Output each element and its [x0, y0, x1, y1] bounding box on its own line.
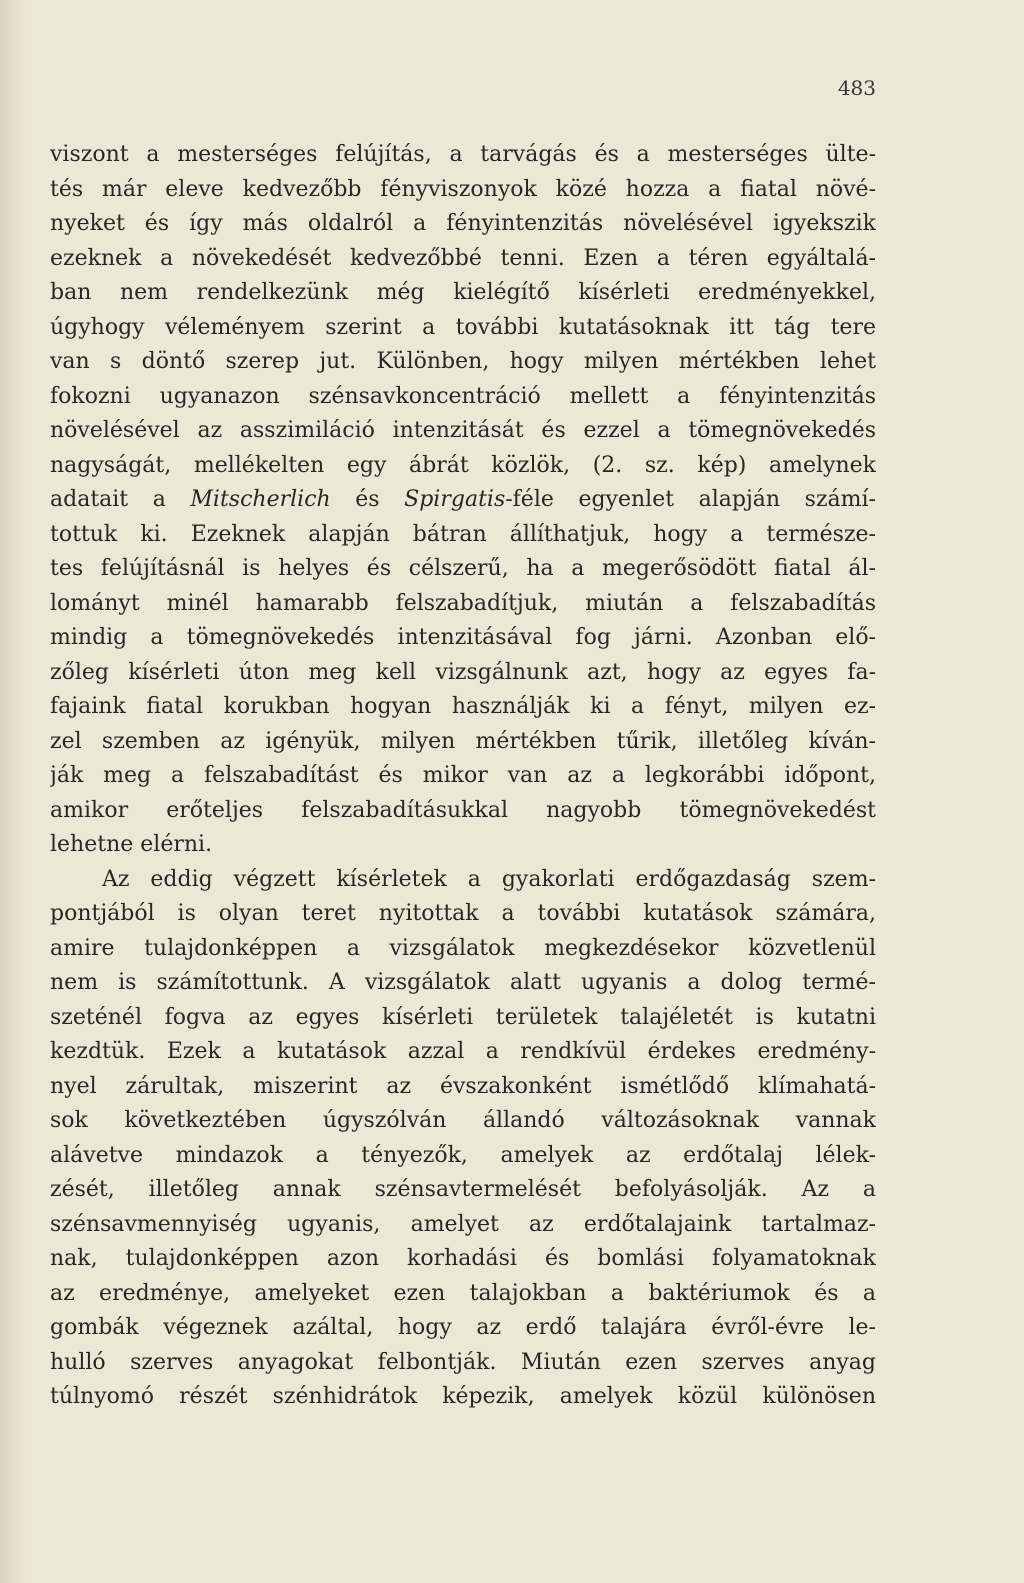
- text-line: szeténél fogva az egyes kísérleti területek talajéletét is kutatni: [50, 1004, 876, 1030]
- text-line: növelésével az asszimiláció intenzitását és ezzel a tömegnövekedés: [50, 418, 876, 443]
- text-line-with-names: [50, 483, 876, 518]
- text-line: zel szemben az igényük, milyen mértékben tűrik, illetőleg kíván-: [50, 728, 876, 754]
- author-name-mitscherlich: Mitscherlich: [190, 487, 331, 512]
- text-line: nagyságát, mellékelten egy ábrát közlök, (2. sz. kép) amelynek: [50, 452, 876, 478]
- text-fragment: -féle egyenlet alapján számí-: [505, 487, 876, 512]
- text-line: ban nem rendelkezünk még kielégítő kísérleti eredményekkel,: [50, 280, 876, 305]
- text-line: sok következtében úgyszólván állandó változásoknak vannak: [50, 1108, 876, 1133]
- text-line: tottuk ki. Ezeknek alapján bátran állíthatjuk, hogy a természe-: [50, 521, 876, 547]
- text-line: lományt minél hamarabb felszabadítjuk, miután a felszabadítás: [50, 590, 876, 616]
- binding-shadow: [0, 0, 26, 1583]
- text-line: van s döntő szerep jut. Különben, hogy milyen mértékben lehet: [50, 349, 876, 374]
- text-line: viszont a mesterséges felújítás, a tarvágás és a mesterséges ülte-: [50, 142, 876, 167]
- text-line: lehetne elérni.: [50, 832, 213, 857]
- text-line: fajaink fiatal korukban hogyan használják ki a fényt, milyen ez-: [50, 694, 876, 719]
- paragraph-2: [50, 863, 876, 1415]
- text-line: zőleg kísérleti úton meg kell vizsgálnunk azt, hogy az egyes fa-: [50, 659, 876, 685]
- page-number: 483: [837, 76, 876, 100]
- text-line: az eredménye, amelyeket ezen talajokban a baktériumok és a: [50, 1280, 876, 1306]
- text-line: tes felújításnál is helyes és célszerű, ha a megerősödött fiatal ál-: [50, 556, 876, 581]
- text-line: alávetve mindazok a tényezők, amelyek az erdőtalaj lélek-: [50, 1142, 876, 1168]
- body-text: [50, 138, 876, 1415]
- text-fragment: és: [330, 487, 405, 512]
- text-line: kezdtük. Ezek a kutatások azzal a rendkívül érdekes eredmény-: [50, 1039, 876, 1064]
- text-line: nyel zárultak, miszerint az évszakonként ismétlődő klímahatá-: [50, 1073, 876, 1099]
- author-name-spirgatis: Spirgatis: [404, 487, 506, 512]
- text-line: pontjából is olyan teret nyitottak a további kutatások számára,: [50, 901, 876, 926]
- text-line: amikor erőteljes felszabadításukkal nagyobb tömegnövekedést: [50, 797, 876, 823]
- paragraph-1: [50, 138, 876, 863]
- text-line: nem is számítottunk. A vizsgálatok alatt ugyanis a dolog termé-: [50, 970, 876, 995]
- text-fragment: adatait a: [50, 487, 191, 512]
- text-line: tés már eleve kedvezőbb fényviszonyok közé hozza a fiatal növé-: [50, 176, 876, 202]
- text-line: amire tulajdonképpen a vizsgálatok megkezdésekor közvetlenül: [50, 935, 876, 961]
- text-line: túlnyomó részét szénhidrátok képezik, amelyek közül különösen: [50, 1384, 876, 1409]
- text-line: ják meg a felszabadítást és mikor van az a legkorábbi időpont,: [50, 763, 876, 788]
- text-line: nak, tulajdonképpen azon korhadási és bomlási folyamatoknak: [50, 1246, 876, 1271]
- text-line: ezeknek a növekedését kedvezőbbé tenni. Ezen a téren egyáltalá-: [50, 245, 876, 271]
- text-line: nyeket és így más oldalról a fényintenzitás növelésével igyekszik: [50, 211, 876, 236]
- text-line: Az eddig végzett kísérletek a gyakorlati erdőgazdaság szem-: [102, 866, 876, 892]
- text-line: mindig a tömegnövekedés intenzitásával fog járni. Azonban elő-: [50, 625, 876, 650]
- text-line: hulló szerves anyagokat felbontják. Miután ezen szerves anyag: [50, 1349, 876, 1375]
- text-line: gombák végeznek azáltal, hogy az erdő talajára évről-évre le-: [50, 1315, 876, 1340]
- text-line: úgyhogy véleményem szerint a további kutatásoknak itt tág tere: [50, 314, 876, 340]
- text-line: zését, illetőleg annak szénsavtermelését befolyásolják. Az a: [50, 1177, 876, 1202]
- text-line: szénsavmennyiség ugyanis, amelyet az erdőtalajaink tartalmaz-: [50, 1211, 876, 1237]
- text-line: fokozni ugyanazon szénsavkoncentráció mellett a fényintenzitás: [50, 383, 876, 409]
